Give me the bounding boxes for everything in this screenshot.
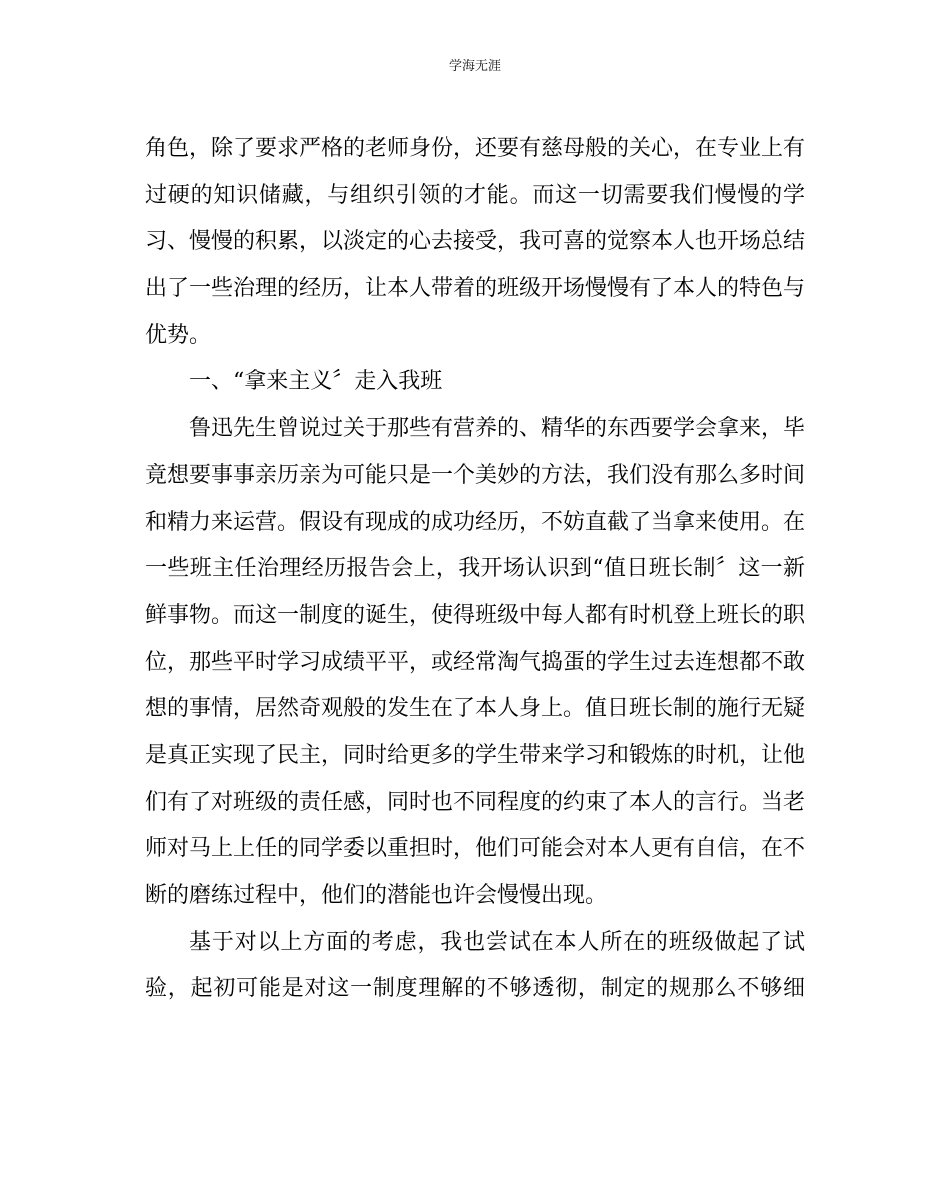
- text-line: 出了一些治理的经历，让本人带着的班级开场慢慢有了本人的特色与: [145, 276, 805, 302]
- text-line: 想的事情，居然奇观般的发生在了本人身上。值日班长制的施行无疑: [145, 696, 805, 722]
- section-heading: 一、“拿来主义〞走入我班: [189, 369, 443, 395]
- text-line: 鲁迅先生曾说过关于那些有营养的、精华的东西要学会拿来，毕: [189, 416, 805, 442]
- text-line: 习、慢慢的积累，以淡定的心去接受，我可喜的觉察本人也开场总结: [145, 229, 805, 255]
- text-line: 过硬的知识储藏，与组织引领的才能。而这一切需要我们慢慢的学: [145, 182, 805, 208]
- text-line: 一些班主任治理经历报告会上，我开场认识到“值日班长制〞这一新: [145, 556, 805, 582]
- text-line: 优势。: [145, 322, 212, 348]
- text-line: 是真正实现了民主，同时给更多的学生带来学习和锻炼的时机，让他: [145, 742, 805, 768]
- text-line: 角色，除了要求严格的老师身份，还要有慈母般的关心，在专业上有: [145, 136, 805, 161]
- text-line: 基于对以上方面的考虑，我也尝试在本人所在的班级做起了试: [189, 929, 805, 955]
- document-body: [145, 126, 805, 1013]
- text-line: 断的磨练过程中，他们的潜能也许会慢慢出现。: [145, 883, 608, 908]
- text-line: 位，那些平时学习成绩平平，或经常淘气捣蛋的学生过去连想都不敢: [145, 649, 805, 675]
- text-line: 们有了对班级的责任感，同时也不同程度的约束了本人的言行。当老: [145, 789, 805, 815]
- text-line: 和精力来运营。假设有现成的成功经历，不妨直截了当拿来使用。在: [145, 509, 805, 535]
- text-line: 师对马上上任的同学委以重担时，他们可能会对本人更有自信，在不: [145, 836, 805, 862]
- text-line: 验，起初可能是对这一制度理解的不够透彻，制定的规那么不够细: [145, 976, 805, 1002]
- page-header: 学海无涯: [448, 59, 501, 74]
- text-line: 鲜事物。而这一制度的诞生，使得班级中每人都有时机登上班长的职: [145, 602, 805, 628]
- text-line: 竟想要事事亲历亲为可能只是一个美妙的方法，我们没有那么多时间: [145, 462, 805, 488]
